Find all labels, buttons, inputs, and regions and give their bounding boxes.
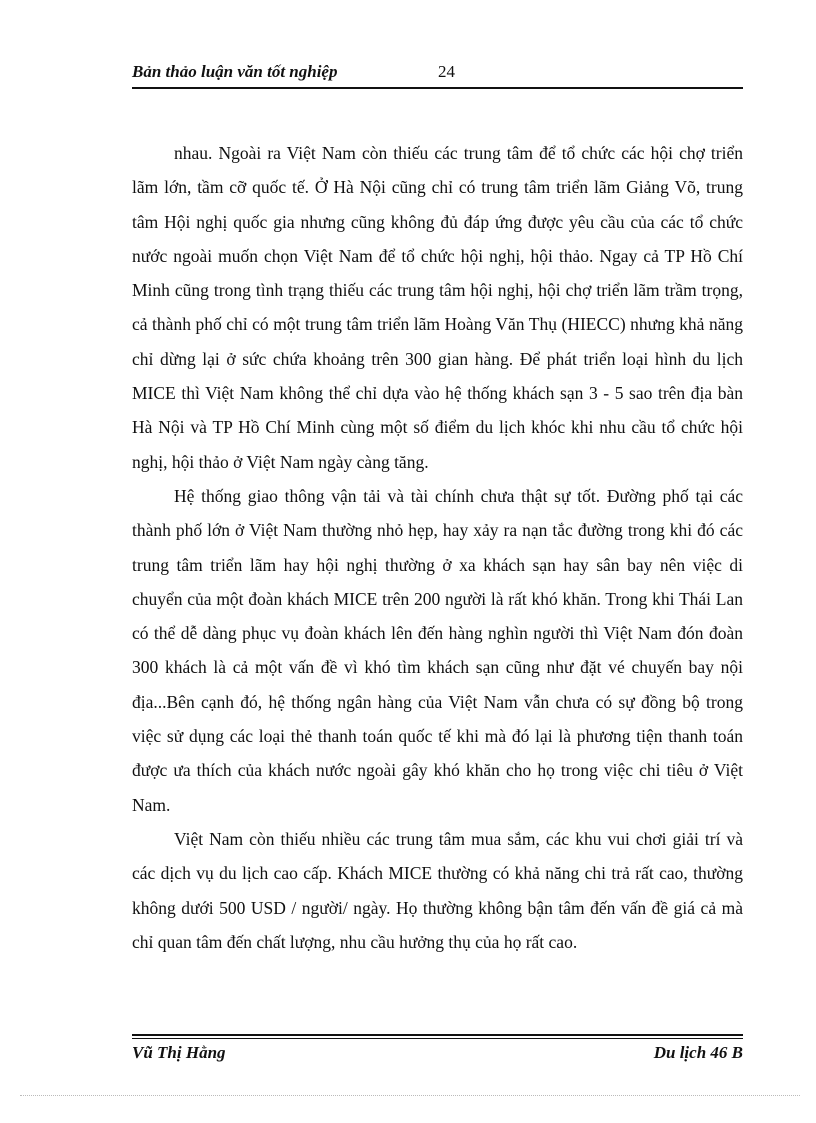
paragraph-continued: nhau. Ngoài ra Việt Nam còn thiếu các trung tâm để tổ chức các hội chợ triển lãm lớn, tầm cỡ quốc tế. Ở Hà Nội cũng chỉ có trung tâm triển lãm Giảng Võ, trung tâm Hội nghị quốc gia nhưng cũng không đủ đáp ứng được yêu cầu của các tổ chức nước ngoài muốn chọn Việt Nam để tổ chức hội nghị, hội thảo. Ngay cả TP Hồ Chí Minh cũng trong tình trạng thiếu các trung tâm hội nghị, hội chợ triển lãm trầm trọng, cả thành phố chỉ có một trung tâm triển lãm Hoàng Văn Thụ (HIECC) nhưng khả năng chỉ dừng lại ở sức chứa khoảng trên 300 gian hàng. Để phát triển loại hình du lịch MICE thì Việt Nam không thể chỉ dựa vào hệ thống khách sạn 3 - 5 sao trên địa bàn Hà Nội và TP Hồ Chí Minh cùng một số điểm du lịch khóc khi nhu cầu tổ chức hội nghị, hội thảo ở Việt Nam ngày càng tăng. <box>132 143 743 472</box>
class-name: Du lịch 46 B <box>653 1043 743 1062</box>
footer-rule-top <box>132 1034 743 1036</box>
page-bottom-dotted-line <box>20 1095 800 1096</box>
page-number: 24 <box>438 62 455 81</box>
footer-rule-inner <box>132 1038 743 1039</box>
page-header <box>132 62 743 86</box>
header-rule <box>132 87 743 89</box>
paragraph: Hệ thống giao thông vận tải và tài chính chưa thật sự tốt. Đường phố tại các thành phố lớn ở Việt Nam thường nhỏ hẹp, hay xảy ra nạn tắc đường trong khi đó các trung tâm triển lãm hay hội nghị thường ở xa khách sạn hay sân bay nên việc di chuyển của một đoàn khách MICE trên 200 người là rất khó khăn. Trong khi Thái Lan có thể dễ dàng phục vụ đoàn khách lên đến hàng nghìn người thì Việt Nam đón đoàn 300 khách là cả một vấn đề vì khó tìm khách sạn cũng như đặt vé chuyến bay nội địa...Bên cạnh đó, hệ thống ngân hàng của Việt Nam vẫn chưa có sự đồng bộ trong việc sử dụng các loại thẻ thanh toán quốc tế khi mà đó lại là phương tiện thanh toán được ưa thích của khách nước ngoài gây khó khăn cho họ trong việc chi tiêu ở Việt Nam. <box>132 485 743 815</box>
paragraph: Việt Nam còn thiếu nhiều các trung tâm mua sắm, các khu vui chơi giải trí và các dịch vụ du lịch cao cấp. Khách MICE thường có khả năng chi trả rất cao, thường không dưới 500 USD / người/ ngày. Họ thường không bận tâm đến vấn đề giá cả mà chỉ quan tâm đến chất lượng, nhu cầu hưởng thụ của họ rất cao. <box>132 828 743 952</box>
body-text <box>132 136 743 959</box>
document-title: Bản thảo luận văn tốt nghiệp <box>132 62 338 81</box>
author-name: Vũ Thị Hằng <box>132 1043 226 1062</box>
